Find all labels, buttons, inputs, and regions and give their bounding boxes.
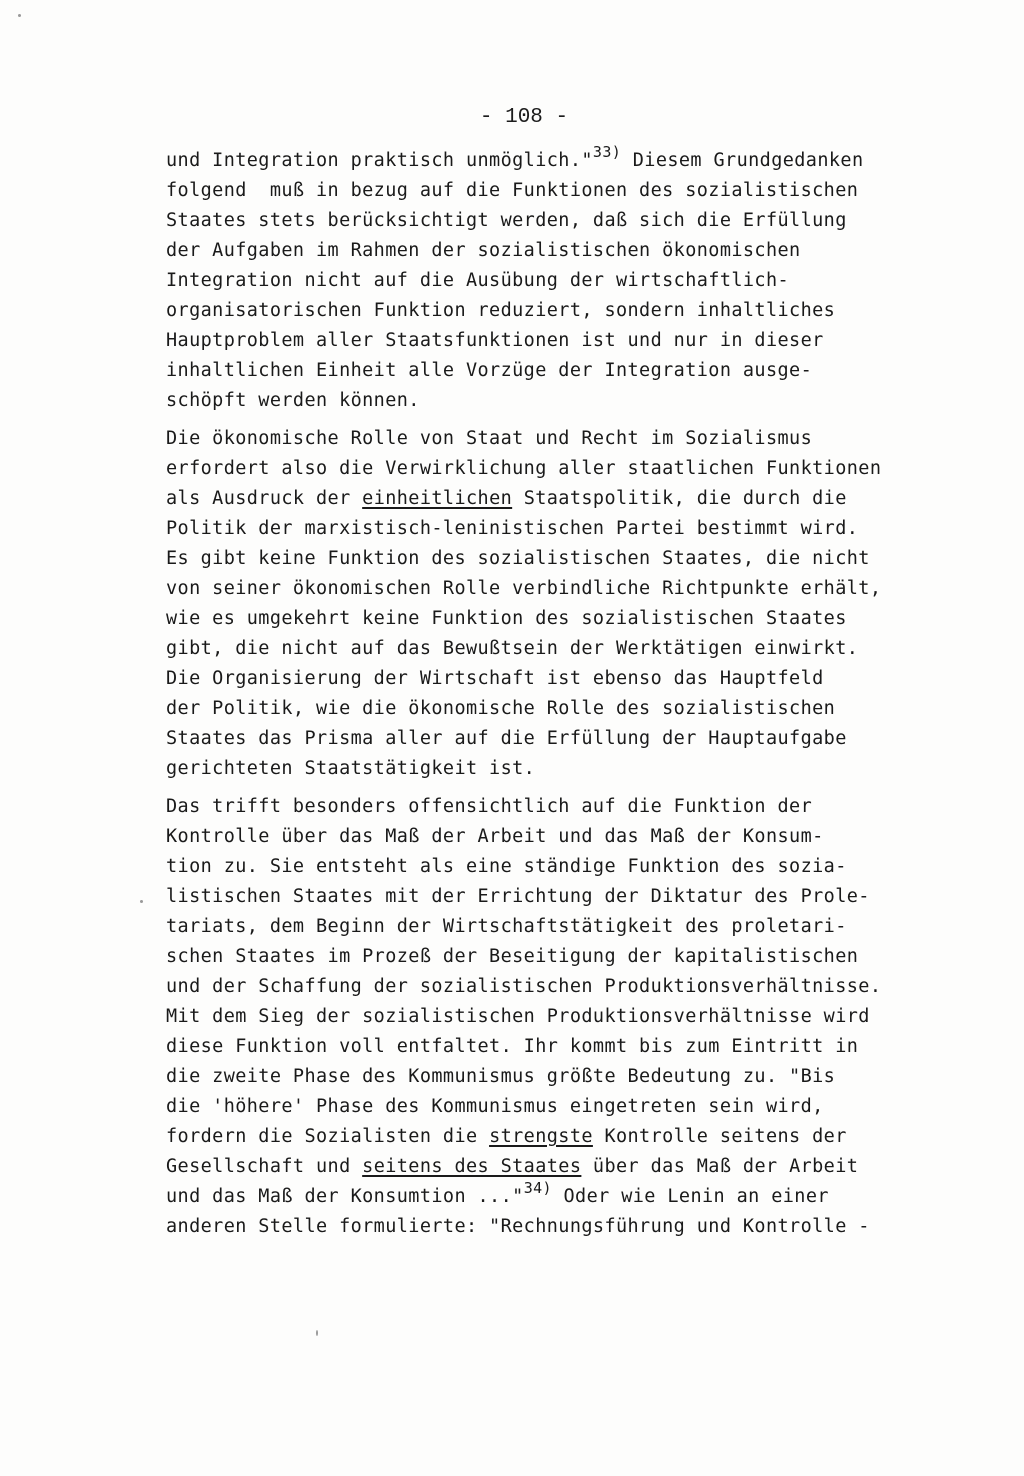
scan-speck: [316, 1330, 318, 1336]
text-line: [166, 296, 926, 326]
text-line: [166, 1122, 926, 1152]
line-text: fordern die Sozialisten die: [166, 1126, 490, 1147]
line-text: Politik der marxistisch-leninistischen Partei bestimmt wird.: [166, 518, 859, 539]
text-line: [166, 792, 926, 822]
text-line: [166, 1092, 926, 1122]
line-text: organisatorischen Funktion reduziert, sondern inhaltliches: [166, 300, 836, 321]
text-line: [166, 852, 926, 882]
line-text: Die Organisierung der Wirtschaft ist ebenso das Hauptfeld: [166, 668, 824, 689]
text-line: [166, 634, 926, 664]
line-text: und Integration praktisch unmöglich.": [166, 150, 593, 171]
line-text: über das Maß der Arbeit: [581, 1156, 859, 1177]
text-line: [166, 604, 926, 634]
line-text: Kontrolle seitens der: [592, 1126, 847, 1147]
line-text: anderen Stelle formulierte: "Rechnungsführung und Kontrolle -: [166, 1216, 870, 1237]
line-text: von seiner ökonomischen Rolle verbindliche Richtpunkte erhält,: [166, 578, 882, 599]
footnote-reference: 33): [592, 143, 622, 161]
text-line: [166, 754, 926, 784]
paragraph-gap: [166, 416, 926, 424]
line-text: tion zu. Sie entsteht als eine ständige Funktion des sozia-: [166, 856, 847, 877]
text-line: [166, 1062, 926, 1092]
line-text: gibt, die nicht auf das Bewußtsein der Werktätigen einwirkt.: [166, 638, 859, 659]
line-text: Diesem Grundgedanken: [621, 150, 864, 171]
line-text: Staates das Prisma aller auf die Erfüllung der Hauptaufgabe: [166, 728, 847, 749]
line-text: gerichteten Staatstätigkeit ist.: [166, 758, 536, 779]
line-text: schöpft werden können.: [166, 390, 420, 411]
line-text: erfordert also die Verwirklichung aller staatlichen Funktionen: [166, 458, 882, 479]
line-text: der Politik, wie die ökonomische Rolle des sozialistischen: [166, 698, 836, 719]
line-text: tariats, dem Beginn der Wirtschaftstätigkeit des proletari-: [166, 916, 847, 937]
text-line: [166, 912, 926, 942]
line-text: Mit dem Sieg der sozialistischen Produktionsverhältnisse wird: [166, 1006, 870, 1027]
text-line: [166, 1152, 926, 1182]
text-line: [166, 724, 926, 754]
text-line: [166, 574, 926, 604]
line-text: listischen Staates mit der Errichtung der Diktatur des Prole-: [166, 886, 870, 907]
line-text: der Aufgaben im Rahmen der sozialistischen ökonomischen: [166, 240, 801, 261]
line-text: diese Funktion voll entfaltet. Ihr kommt bis zum Eintritt in: [166, 1036, 859, 1057]
text-line: [166, 544, 926, 574]
text-line: [166, 206, 926, 236]
line-text: folgend muß in bezug auf die Funktionen des sozialistischen: [166, 180, 859, 201]
body-text: [166, 143, 926, 1242]
text-line: [166, 822, 926, 852]
line-text: inhaltlichen Einheit alle Vorzüge der Integration ausge-: [166, 360, 813, 381]
scan-speck: [140, 900, 143, 903]
text-line: [166, 266, 926, 296]
line-text: die 'höhere' Phase des Kommunismus eingetreten sein wird,: [166, 1096, 824, 1117]
line-text: Staatspolitik, die durch die: [512, 488, 847, 509]
line-text: die zweite Phase des Kommunismus größte Bedeutung zu. "Bis: [166, 1066, 836, 1087]
text-line: [166, 1212, 926, 1242]
text-line: [166, 326, 926, 356]
line-text: als Ausdruck der: [166, 488, 363, 509]
text-line: [166, 972, 926, 1002]
text-line: [166, 1002, 926, 1032]
text-line: [166, 882, 926, 912]
line-text: Oder wie Lenin an einer: [551, 1186, 829, 1207]
line-text: Die ökonomische Rolle von Staat und Recht im Sozialismus: [166, 428, 813, 449]
underlined-emphasis: seitens des Staates: [362, 1156, 582, 1177]
line-text: Integration nicht auf die Ausübung der wirtschaftlich-: [166, 270, 790, 291]
line-text: Kontrolle über das Maß der Arbeit und das Maß der Konsum-: [166, 826, 824, 847]
text-line: [166, 424, 926, 454]
underlined-emphasis: strengste: [489, 1126, 593, 1147]
line-text: schen Staates im Prozeß der Beseitigung der kapitalistischen: [166, 946, 859, 967]
line-text: Es gibt keine Funktion des sozialistischen Staates, die nicht: [166, 548, 870, 569]
line-text: und das Maß der Konsumtion ...": [166, 1186, 524, 1207]
text-line: [166, 386, 926, 416]
underlined-emphasis: einheitlichen: [362, 488, 513, 509]
text-line: [166, 236, 926, 266]
text-line: [166, 176, 926, 206]
text-line: [166, 514, 926, 544]
text-line: [166, 454, 926, 484]
text-line: [166, 1179, 926, 1212]
paragraph-gap: [166, 784, 926, 792]
text-line: [166, 143, 926, 176]
text-line: [166, 356, 926, 386]
text-line: [166, 1032, 926, 1062]
line-text: Das trifft besonders offensichtlich auf die Funktion der: [166, 796, 813, 817]
text-line: [166, 484, 926, 514]
line-text: wie es umgekehrt keine Funktion des sozialistischen Staates: [166, 608, 847, 629]
text-line: [166, 942, 926, 972]
footnote-reference: 34): [523, 1179, 552, 1197]
line-text: Hauptproblem aller Staatsfunktionen ist und nur in dieser: [166, 330, 824, 351]
scan-speck: [18, 14, 21, 17]
line-text: und der Schaffung der sozialistischen Produktionsverhältnisse.: [166, 976, 882, 997]
text-line: [166, 664, 926, 694]
line-text: Gesellschaft und: [166, 1156, 363, 1177]
page-number: - 108 -: [479, 106, 569, 129]
line-text: Staates stets berücksichtigt werden, daß sich die Erfüllung: [166, 210, 847, 231]
text-line: [166, 694, 926, 724]
